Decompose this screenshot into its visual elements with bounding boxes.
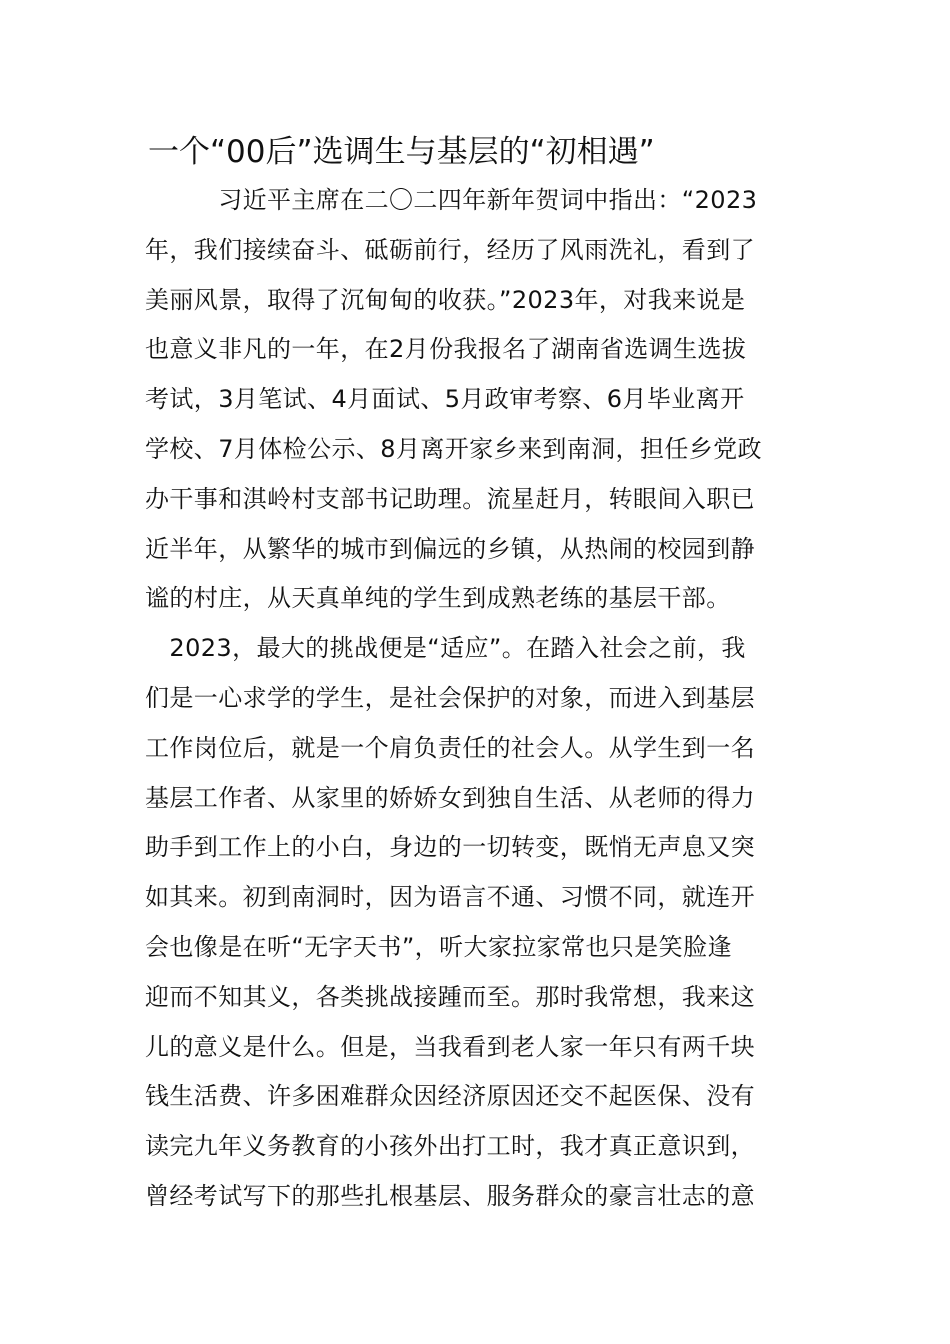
text-line: 美丽风景，取得了沉甸甸的收获。”2023年，对我来说是 bbox=[145, 285, 746, 314]
text-line: 助手到工作上的小白，身边的一切转变，既悄无声息又突 bbox=[145, 833, 755, 862]
text-line: 们是一心求学的学生，是社会保护的对象，而进入到基层 bbox=[145, 683, 755, 712]
text-line: 考试，3月笔试、4月面试、5月政审考察、6月毕业离开 bbox=[145, 385, 745, 414]
document-body bbox=[145, 176, 809, 1222]
document-title: 一个“00后”选调生与基层的“初相遇” bbox=[148, 134, 655, 170]
text-line: 会也像是在听“无字天书”，听大家拉家常也只是笑脸逢 bbox=[145, 932, 732, 961]
text-line: 读完九年义务教育的小孩外出打工时，我才真正意识到， bbox=[145, 1132, 755, 1161]
text-line: 迎而不知其义，各类挑战接踵而至。那时我常想，我来这 bbox=[145, 982, 755, 1011]
text-line: 年，我们接续奋斗、砥砺前行，经历了风雨洗礼，看到了 bbox=[145, 235, 755, 264]
text-line: 曾经考试写下的那些扎根基层、服务群众的豪言壮志的意 bbox=[145, 1181, 755, 1210]
text-line: 近半年，从繁华的城市到偏远的乡镇，从热闹的校园到静 bbox=[145, 534, 755, 563]
text-line: 基层工作者、从家里的娇娇女到独自生活、从老师的得力 bbox=[145, 783, 755, 812]
text-line: 工作岗位后，就是一个肩负责任的社会人。从学生到一名 bbox=[145, 733, 755, 762]
text-line: 如其来。初到南洞时，因为语言不通、习惯不同，就连开 bbox=[145, 883, 755, 912]
text-line: 儿的意义是什么。但是，当我看到老人家一年只有两千块 bbox=[145, 1032, 755, 1061]
text-line: 学校、7月体检公示、8月离开家乡来到南洞，担任乡党政 bbox=[145, 434, 762, 463]
text-line: 钱生活费、许多困难群众因经济原因还交不起医保、没有 bbox=[145, 1082, 755, 1111]
text-line: 谧的村庄，从天真单纯的学生到成熟老练的基层干部。 bbox=[145, 584, 731, 613]
text-line: 习近平主席在二〇二四年新年贺词中指出：“2023 bbox=[145, 186, 758, 214]
text-line: 2023，最大的挑战便是“适应”。在踏入社会之前，我 bbox=[145, 634, 746, 663]
text-line: 办干事和淇岭村支部书记助理。流星赶月，转眼间入职已 bbox=[145, 484, 755, 513]
text-line: 也意义非凡的一年，在2月份我报名了湖南省选调生选拔 bbox=[145, 335, 747, 364]
